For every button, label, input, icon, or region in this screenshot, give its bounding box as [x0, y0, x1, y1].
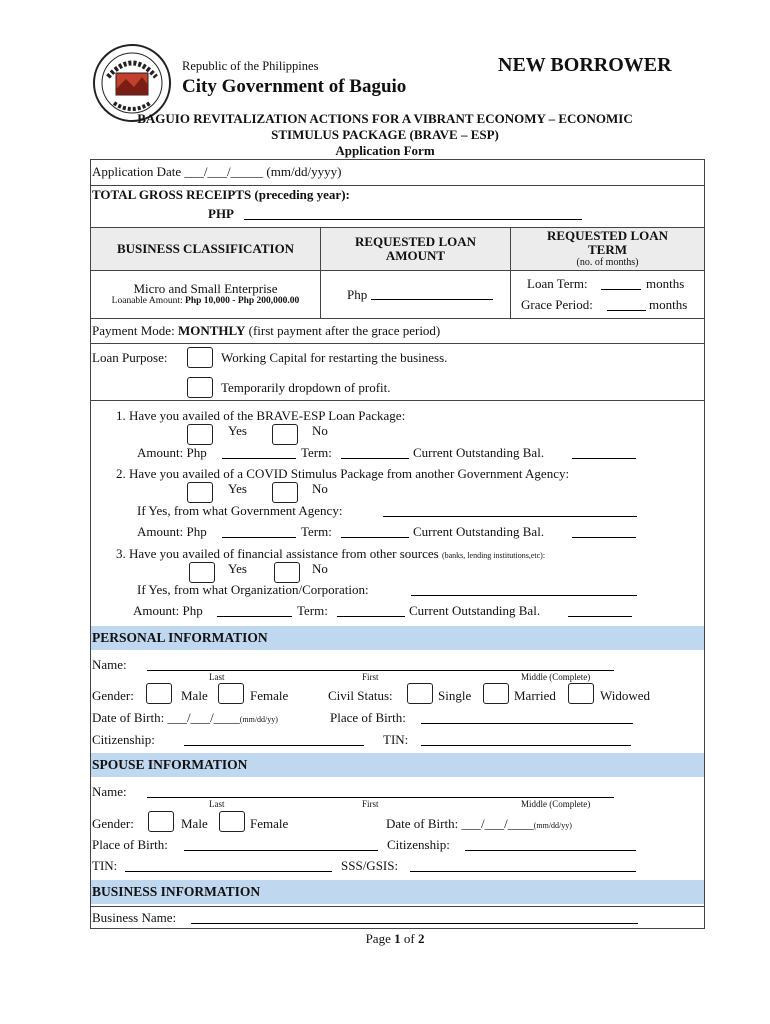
requested-term-header-line2: TERM — [588, 242, 627, 257]
q3-yes-checkbox[interactable] — [189, 562, 215, 583]
question-3 — [116, 546, 545, 562]
personal-dob-blank[interactable]: ___/___/____ — [167, 710, 240, 725]
spouse-male-checkbox[interactable] — [148, 811, 174, 832]
personal-info-header: PERSONAL INFORMATION — [91, 626, 704, 650]
q2-no-checkbox[interactable] — [272, 482, 298, 503]
q1-yes-checkbox[interactable] — [187, 424, 213, 445]
requested-amount-header-line1: REQUESTED LOAN — [355, 234, 476, 249]
q3-term-label: Term: — [297, 603, 328, 618]
q1-term-field[interactable] — [341, 446, 409, 459]
personal-last-caption: Last — [209, 672, 225, 682]
civil-status-label: Civil Status: — [328, 688, 393, 703]
personal-pob-label: Place of Birth: — [330, 710, 406, 725]
personal-gender-label: Gender: — [92, 688, 134, 703]
q3-term-field[interactable] — [337, 604, 405, 617]
purpose-working-capital-label: Working Capital for restarting the business. — [221, 350, 448, 365]
civil-married-label: Married — [514, 688, 556, 703]
payment-mode-note: (first payment after the grace period) — [248, 323, 441, 338]
q3-amount-label: Amount: Php — [133, 603, 203, 618]
loanable-range: Php 10,000 - Php 200,000.00 — [185, 296, 300, 306]
loan-purpose-label: Loan Purpose: — [92, 350, 168, 365]
spouse-pob-field[interactable] — [184, 838, 378, 851]
divider — [90, 906, 705, 907]
program-title-line1: BAGUIO REVITALIZATION ACTIONS FOR A VIBRANT ECONOMY – ECONOMIC — [137, 111, 633, 126]
spouse-sss-field[interactable] — [410, 859, 636, 872]
spouse-first-caption: First — [362, 799, 379, 809]
q2-yes-checkbox[interactable] — [187, 482, 213, 503]
divider — [90, 270, 705, 271]
page-of: of — [403, 931, 415, 946]
form-frame — [90, 159, 705, 929]
q1-outstanding-field[interactable] — [572, 446, 636, 459]
personal-female-checkbox[interactable] — [218, 683, 244, 704]
personal-tin-field[interactable] — [421, 733, 631, 746]
requested-amount-header-line2: AMOUNT — [385, 248, 446, 263]
page-number — [0, 931, 770, 947]
requested-amount-field[interactable] — [371, 287, 493, 300]
grace-period-label: Grace Period: — [521, 297, 593, 312]
gross-receipts-field[interactable] — [244, 207, 582, 220]
personal-female-label: Female — [250, 688, 289, 703]
loanable-amount — [91, 296, 320, 306]
php-label: PHP — [208, 206, 234, 221]
q2-agency-field[interactable] — [383, 504, 637, 517]
spouse-female-label: Female — [250, 816, 289, 831]
spouse-last-caption: Last — [209, 799, 225, 809]
question-1: 1. Have you availed of the BRAVE-ESP Loan Package: — [116, 408, 406, 423]
page-total: 2 — [417, 931, 425, 946]
purpose-dropdown-profit-checkbox[interactable] — [187, 377, 213, 398]
payment-mode-label: Payment Mode: — [92, 323, 175, 338]
purpose-dropdown-profit-label: Temporarily dropdown of profit. — [221, 380, 391, 395]
q2-amount-field[interactable] — [222, 525, 296, 538]
q3-outstanding-field[interactable] — [568, 604, 632, 617]
gross-receipts-label: TOTAL GROSS RECEIPTS (preceding year): — [92, 187, 350, 202]
q2-outstanding-label: Current Outstanding Bal. — [413, 524, 545, 539]
q3-no-checkbox[interactable] — [274, 562, 300, 583]
q1-amount-field[interactable] — [222, 446, 296, 459]
q3-organization-field[interactable] — [411, 583, 637, 596]
spouse-info-header: SPOUSE INFORMATION — [91, 753, 704, 777]
spouse-name-label: Name: — [92, 784, 127, 799]
loan-term-label: Loan Term: — [527, 276, 588, 291]
q1-amount-label: Amount: Php — [137, 445, 207, 460]
spouse-gender-label: Gender: — [92, 816, 134, 831]
q3-outstanding-label: Current Outstanding Bal. — [409, 603, 541, 618]
divider — [90, 185, 705, 186]
q1-no-checkbox[interactable] — [272, 424, 298, 445]
spouse-citizenship-label: Citizenship: — [387, 837, 450, 852]
q2-yes-label: Yes — [228, 481, 247, 496]
grace-period-field[interactable] — [607, 298, 646, 311]
spouse-citizenship-field[interactable] — [465, 838, 636, 851]
q1-outstanding-label: Current Outstanding Bal. — [413, 445, 545, 460]
personal-name-label: Name: — [92, 657, 127, 672]
spouse-dob-row — [386, 816, 572, 832]
amount-php-label: Php — [347, 287, 368, 302]
q1-yes-label: Yes — [228, 423, 247, 438]
application-date-label: Application Date ___/___/_____ (mm/dd/yyyy) — [92, 164, 342, 179]
q1-term-label: Term: — [301, 445, 332, 460]
q3-amount-field[interactable] — [217, 604, 292, 617]
personal-middle-caption: Middle (Complete) — [521, 672, 591, 682]
q2-agency-label: If Yes, from what Government Agency: — [137, 503, 343, 518]
q3-no-label: No — [312, 561, 328, 576]
spouse-dob-label: Date of Birth: — [386, 816, 459, 831]
civil-single-checkbox[interactable] — [407, 683, 433, 704]
purpose-working-capital-checkbox[interactable] — [187, 347, 213, 368]
civil-widowed-checkbox[interactable] — [568, 683, 594, 704]
spouse-tin-field[interactable] — [125, 859, 332, 872]
spouse-female-checkbox[interactable] — [219, 811, 245, 832]
spouse-middle-caption: Middle (Complete) — [521, 799, 591, 809]
business-name-field[interactable] — [191, 911, 638, 924]
republic-label: Republic of the Philippines — [182, 59, 319, 73]
civil-widowed-label: Widowed — [600, 688, 651, 703]
spouse-pob-label: Place of Birth: — [92, 837, 168, 852]
city-government-title: City Government of Baguio — [182, 76, 407, 97]
personal-citizenship-label: Citizenship: — [92, 732, 155, 747]
q2-no-label: No — [312, 481, 328, 496]
payment-mode-row — [92, 323, 440, 339]
question-2: 2. Have you availed of a COVID Stimulus Package from another Government Agency: — [116, 466, 570, 481]
personal-dob-row — [92, 710, 278, 726]
spouse-male-label: Male — [181, 816, 208, 831]
personal-pob-field[interactable] — [421, 711, 633, 724]
loanable-prefix: Loanable Amount: — [111, 296, 186, 306]
q3-organization-label: If Yes, from what Organization/Corporation: — [137, 582, 369, 597]
personal-name-field[interactable] — [147, 658, 614, 671]
q2-term-label: Term: — [301, 524, 332, 539]
personal-citizenship-field[interactable] — [184, 733, 364, 746]
page-current: 1 — [394, 931, 401, 946]
page-label: Page — [365, 931, 391, 946]
divider — [90, 400, 705, 401]
spouse-name-field[interactable] — [147, 785, 614, 798]
q3-yes-label: Yes — [228, 561, 247, 576]
personal-male-label: Male — [181, 688, 208, 703]
requested-term-header-note: (no. of months) — [576, 257, 639, 268]
business-info-header: BUSINESS INFORMATION — [91, 880, 704, 904]
civil-married-checkbox[interactable] — [483, 683, 509, 704]
divider — [90, 343, 705, 344]
q2-amount-label: Amount: Php — [137, 524, 207, 539]
personal-male-checkbox[interactable] — [146, 683, 172, 704]
civil-single-label: Single — [438, 688, 472, 703]
personal-tin-label: TIN: — [383, 732, 409, 747]
new-borrower-label: NEW BORROWER — [498, 54, 672, 76]
loan-term-field[interactable] — [601, 277, 641, 290]
spouse-sss-label: SSS/GSIS: — [341, 858, 399, 873]
form-title: Application Form — [335, 143, 435, 158]
personal-first-caption: First — [362, 672, 379, 682]
program-title-line2: STIMULUS PACKAGE (BRAVE – ESP) — [271, 127, 499, 142]
classification-value: Micro and Small Enterprise — [133, 281, 278, 296]
business-name-label: Business Name: — [92, 910, 177, 925]
spouse-dob-format: (mm/dd/yy) — [533, 821, 572, 830]
personal-dob-format: (mm/dd/yy) — [239, 715, 278, 724]
q2-outstanding-field[interactable] — [572, 525, 636, 538]
personal-dob-label: Date of Birth: — [92, 710, 165, 725]
question-3-text: 3. Have you availed of financial assistance from other sources — [116, 546, 439, 561]
requested-term-header-line1: REQUESTED LOAN — [547, 228, 668, 243]
payment-mode-value: MONTHLY — [177, 323, 246, 338]
q1-no-label: No — [312, 423, 328, 438]
divider — [90, 318, 705, 319]
loan-term-months: months — [646, 276, 685, 291]
q2-term-field[interactable] — [341, 525, 409, 538]
spouse-dob-blank[interactable]: ___/___/____ — [461, 816, 534, 831]
question-3-note: (banks, lending institutions,etc): — [441, 551, 546, 560]
grace-period-months: months — [649, 297, 688, 312]
spouse-tin-label: TIN: — [92, 858, 118, 873]
business-classification-header: BUSINESS CLASSIFICATION — [116, 241, 295, 256]
